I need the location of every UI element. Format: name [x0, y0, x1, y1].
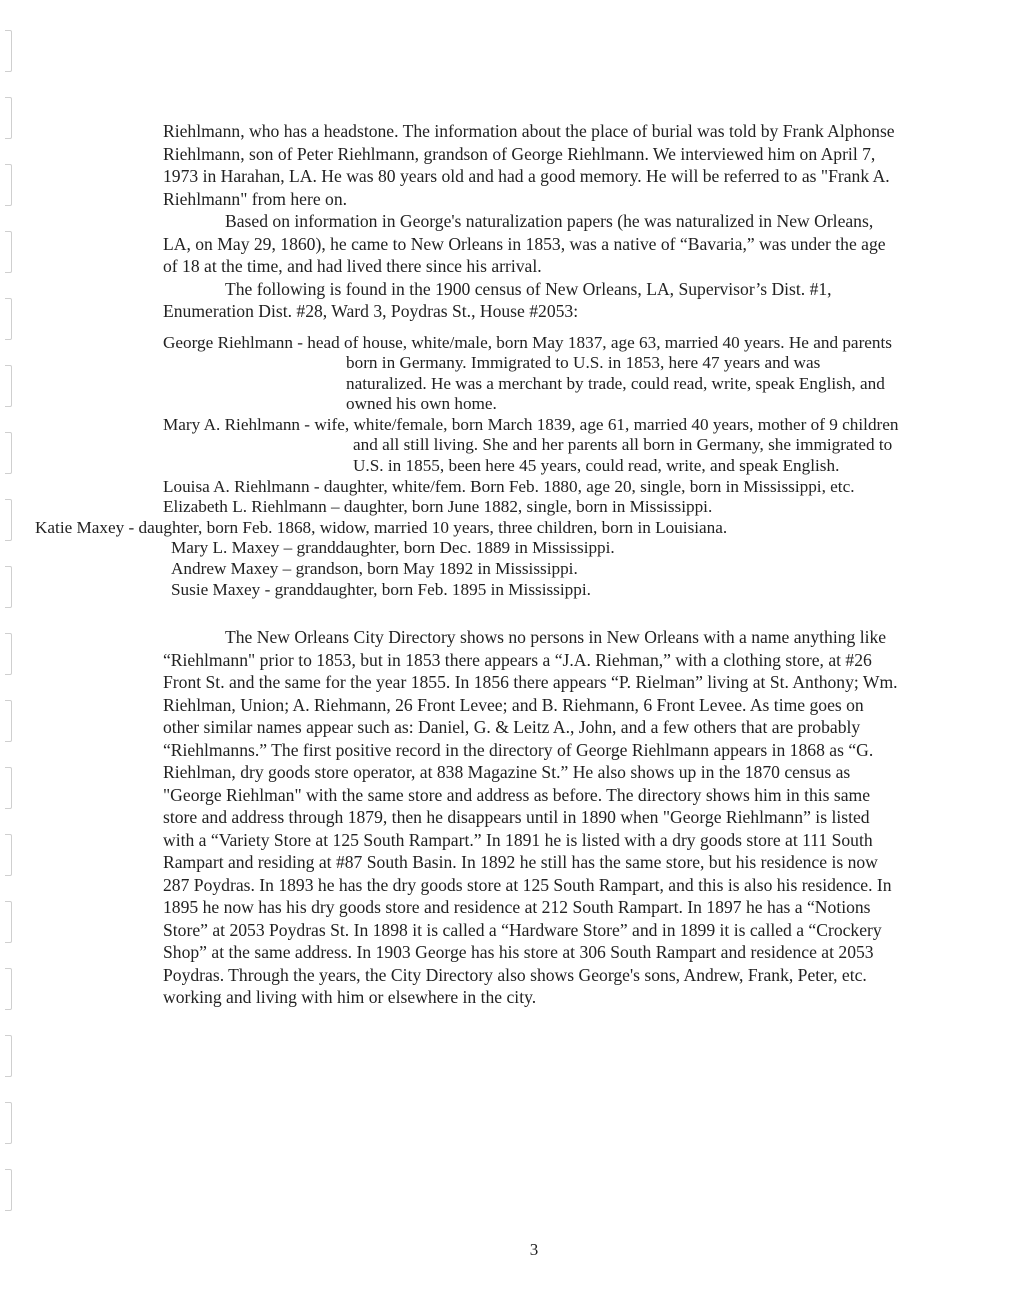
census-entry-susie: Susie Maxey - granddaughter, born Feb. 1895 in Mississippi.: [171, 579, 591, 599]
city-directory-paragraph: The New Orleans City Directory shows no persons in New Orleans with a name anything like “Riehlmann" prior to 1853, but in 1853 there appears a “J.A. Riehman,” with a clothing store, at #26 Front St. and the same for the year 1855. In 1856 there appears “P. Rielman” living at St. Anthony; Wm. Riehlman, Union; A. Riehmann, 26 Front Levee; and B. Riehmann, 6 Front Levee. As time goes on other similar names appear such as: Daniel, G. & Leitz A., John, and a few others that are probably “Riehlmanns.” The first positive record in the directory of George Riehlmann appears in 1868 as “G. Riehlman, dry goods store operator, at 838 Magazine St.” He also shows up in the 1870 census as "George Riehlman" with the same store and address as before. The directory shows him in this same store and address through 1879, then he disappears until in 1890 when "George Riehlmann” is listed with a “Variety Store at 125 South Rampart.” In 1891 he is listed with a dry goods store at 111 South Rampart and residing at #87 South Basin. In 1892 he still has the same store, but his residence is now 287 Poydras. In 1893 he has the dry goods store at 125 South Rampart, and this is also his residence. In 1895 he now has his dry goods store and residence at 212 South Rampart. In 1897 he has a “Notions Store” at 2053 Poydras St. In 1898 it is called a “Hardware Store” and in 1899 it is called a “Crockery Shop” at the same address. In 1903 George has his store at 306 South Rampart and residence at 2053 Poydras. Through the years, the City Directory also shows George's sons, Andrew, Frank, Peter, etc. working and living with him or elsewhere in the city.: [163, 627, 898, 1008]
census-entry-george: George Riehlmann - head of house, white/male, born May 1837, age 63, married 40 years. He and parents born in Germany. Immigrated to U.S. in 1853, here 47 years and was naturalized. He was a merchant by trade, could read, write, speak English, and owned his own home.: [163, 332, 892, 414]
page-number: 3: [529, 1240, 539, 1259]
census-list: [35, 332, 903, 601]
census-entry-katie: Katie Maxey - daughter, born Feb. 1868, widow, married 10 years, three children, born in Louisiana.: [35, 517, 728, 537]
census-entry-andrew: Andrew Maxey – grandson, born May 1892 in Mississippi.: [171, 559, 578, 579]
census-intro-paragraph: The following is found in the 1900 census of New Orleans, LA, Supervisor’s Dist. #1, Enumeration Dist. #28, Ward 3, Poydras St., House #2053:: [163, 278, 832, 321]
census-entry-elizabeth: Elizabeth L. Riehlmann – daughter, born June 1882, single, born in Mississippi.: [163, 497, 713, 517]
census-entry-mary-l: Mary L. Maxey – granddaughter, born Dec. 1889 in Mississippi.: [171, 538, 615, 558]
census-entry-louisa: Louisa A. Riehlmann - daughter, white/fem. Born Feb. 1880, age 20, single, born in Mississippi, etc.: [163, 476, 855, 496]
document-body: [35, 120, 903, 1009]
binder-holes: [5, 30, 13, 1236]
naturalization-paragraph: Based on information in George's naturalization papers (he was naturalized in New Orleans, LA, on May 29, 1860), he came to New Orleans in 1853, was a native of “Bavaria,” was under the age of 18 at the time, and had lived there since his arrival.: [163, 211, 886, 276]
intro-paragraph: Riehlmann, who has a headstone. The information about the place of burial was told by Frank Alphonse Riehlmann, son of Peter Riehlmann, grandson of George Riehlmann. We interviewed him on April 7, 1973 in Harahan, LA. He was 80 years old and had a good memory. He will be referred to as "Frank A. Riehlmann" from here on.: [163, 121, 895, 209]
census-entry-mary: Mary A. Riehlmann - wife, white/female, born March 1839, age 61, married 40 years, mother of 9 children and all still living. She and her parents all born in Germany, she immigrated to U.S. in 1855, been here 45 years, could read, write, and speak English.: [163, 414, 899, 476]
